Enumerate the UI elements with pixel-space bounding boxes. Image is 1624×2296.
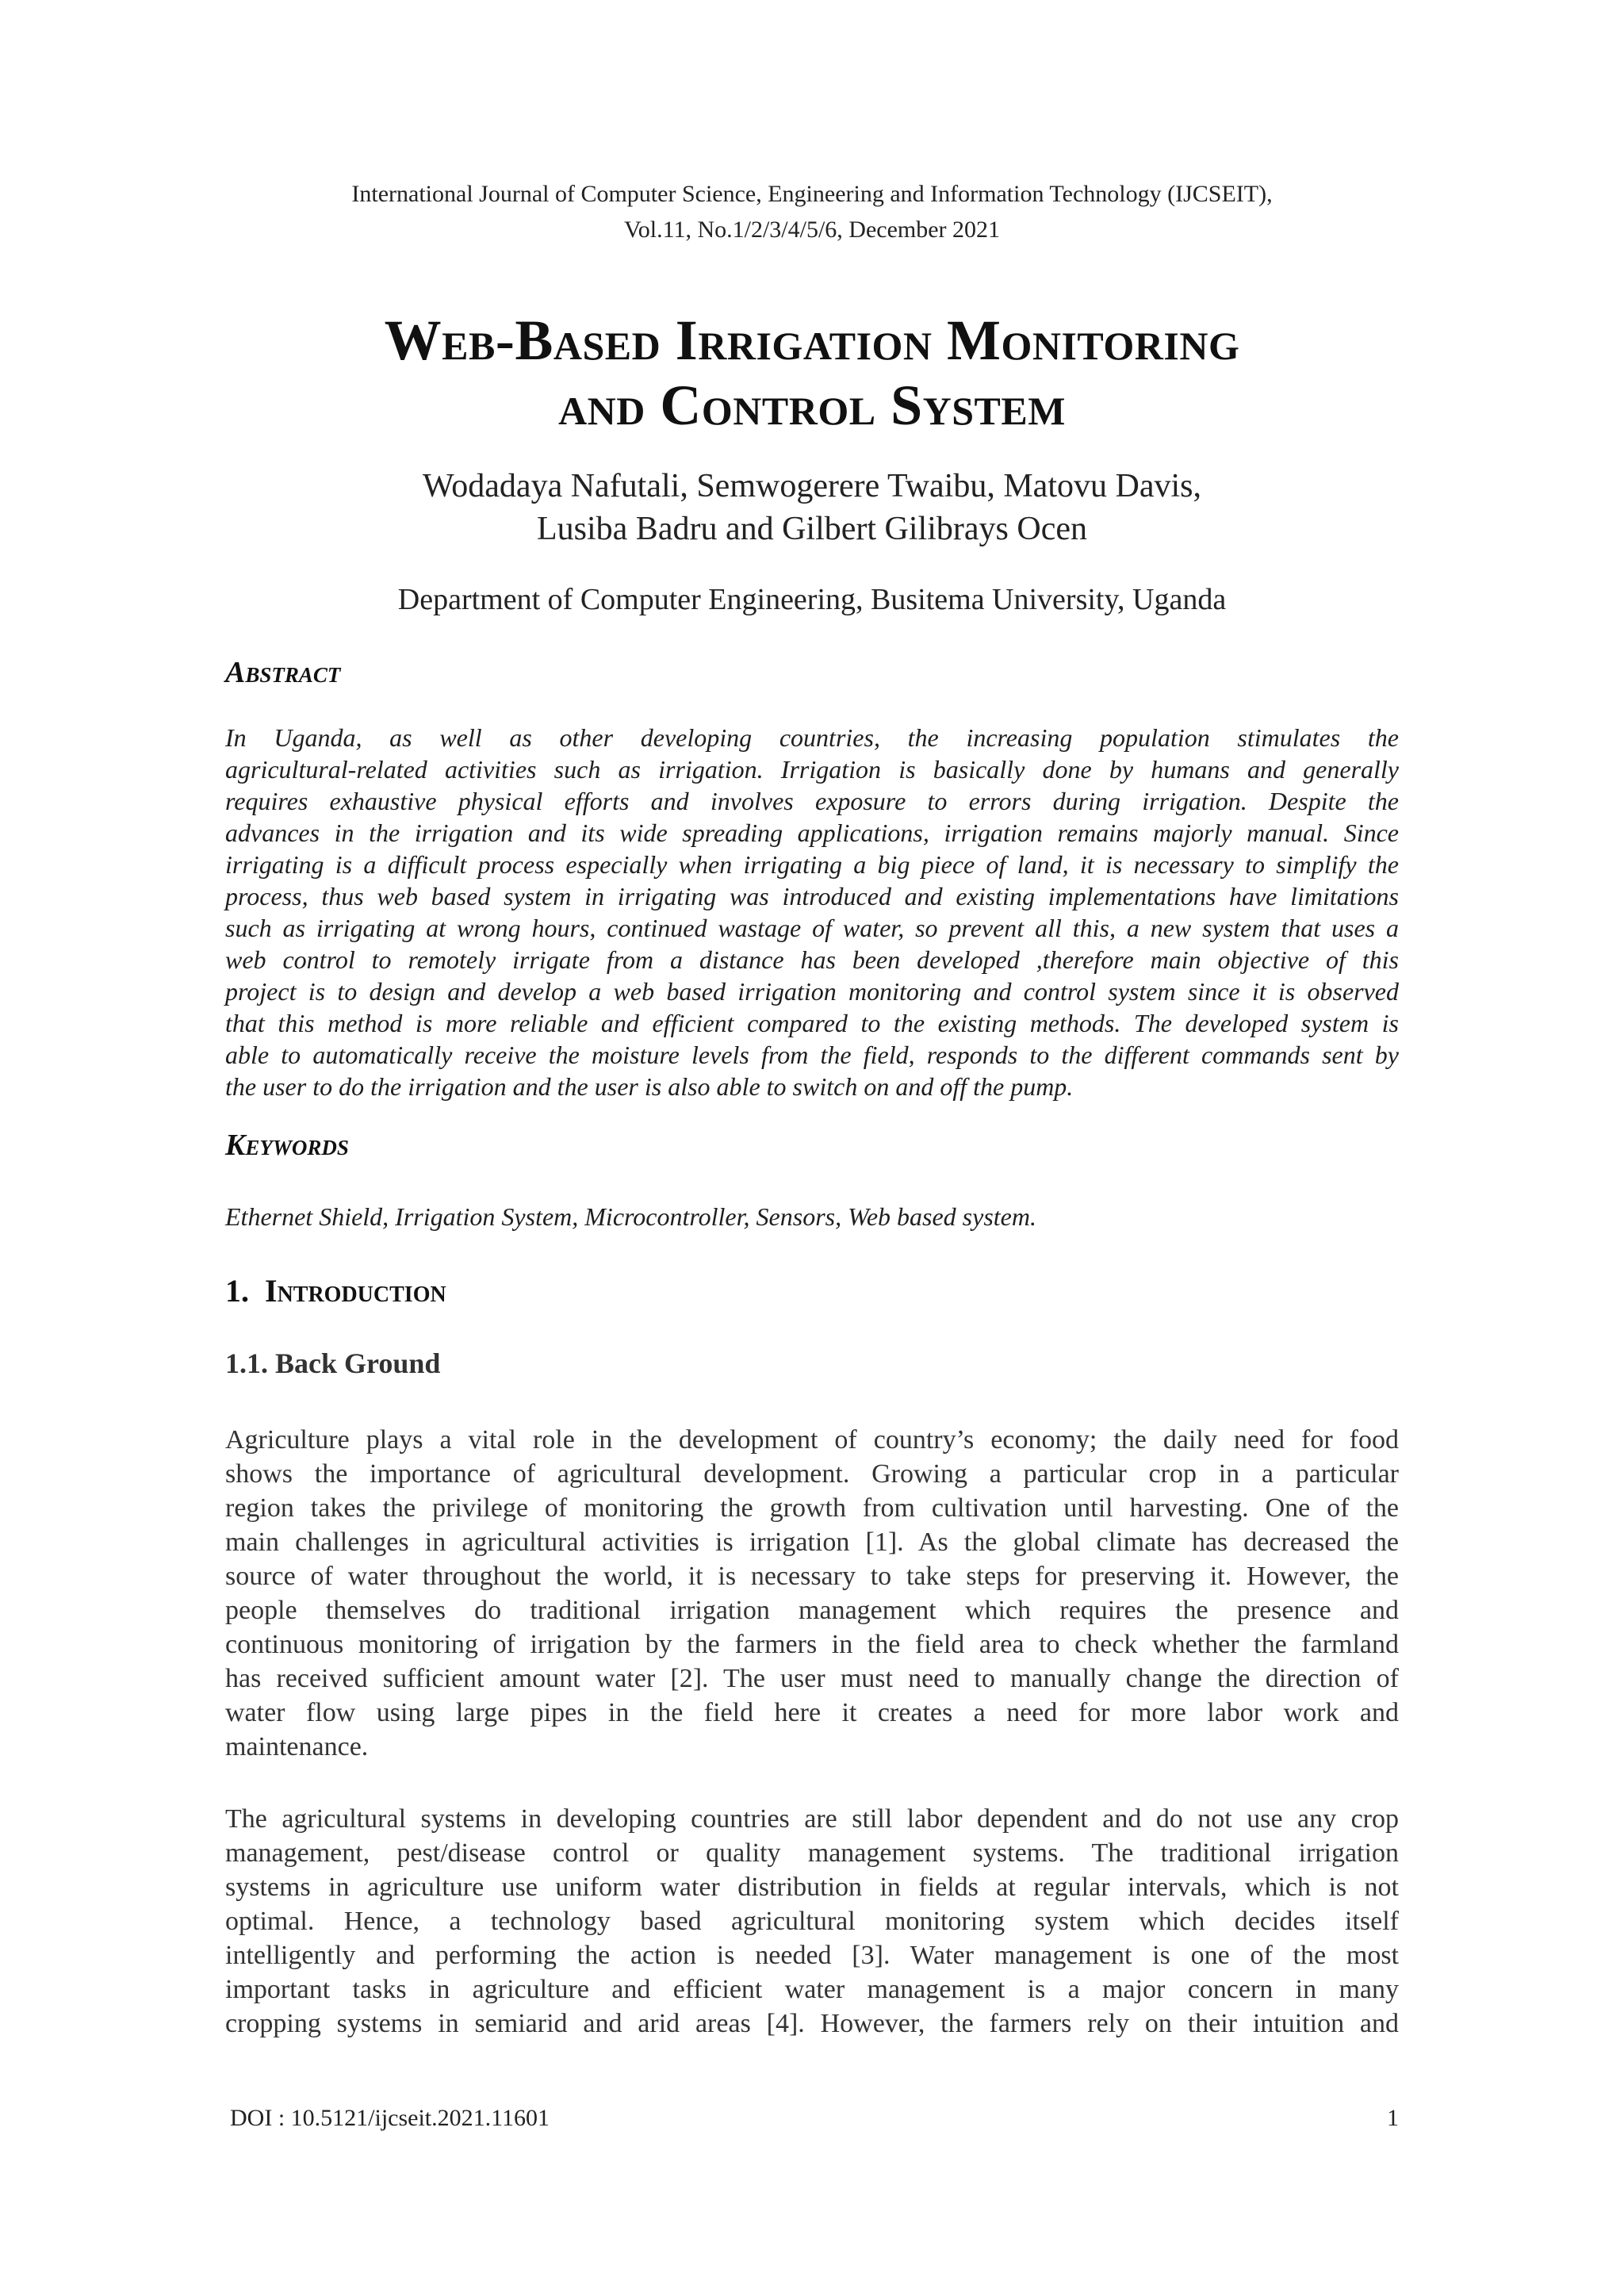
abstract-line: advances in the irrigation and its wide spreading applications, irrigation remains majorly manual. Since (225, 818, 1399, 847)
paragraph-line: source of water throughout the world, it is necessary to take steps for preserving it. However, the (225, 1562, 1399, 1591)
abstract-line: requires exhaustive physical efforts and involves exposure to errors during irrigation. Despite the (225, 787, 1399, 815)
abstract-line: that this method is more reliable and efficient compared to the existing methods. The developed system is (225, 1009, 1399, 1037)
subsection-heading-background (225, 1347, 440, 1380)
paragraph-line: intelligently and performing the action is needed [3]. Water management is one of the most (225, 1941, 1399, 1970)
subsection-number: 1.1. (225, 1347, 268, 1379)
paragraph-line: optimal. Hence, a technology based agricultural monitoring system which decides itself (225, 1907, 1399, 1936)
paragraph-line: management, pest/disease control or quality management systems. The traditional irrigation (225, 1838, 1399, 1868)
paper-title (0, 308, 1624, 438)
authors-line-2: Lusiba Badru and Gilbert Gilibrays Ocen (537, 511, 1087, 547)
paragraph-line: cropping systems in semiarid and arid areas [4]. However, the farmers rely on their intuition and (225, 2009, 1399, 2038)
abstract-line: irrigating is a difficult process especially when irrigating a big piece of land, it is necessary to simplify the (225, 850, 1399, 879)
paragraph-2 (225, 1802, 1399, 2041)
abstract-body (225, 722, 1399, 1102)
abstract-line: web control to remotely irrigate from a distance has been developed ,therefore main objective of this (225, 945, 1399, 974)
journal-header-line-2: Vol.11, No.1/2/3/4/5/6, December 2021 (623, 217, 1001, 243)
paragraph-line: people themselves do traditional irrigation management which requires the presence and (225, 1596, 1399, 1625)
paragraph-line: maintenance. (225, 1732, 369, 1761)
abstract-line: project is to design and develop a web based irrigation monitoring and control system since it is observed (225, 977, 1399, 1006)
authors (0, 465, 1624, 550)
abstract-line: such as irrigating at wrong hours, continued wastage of water, so prevent all this, a new system that uses a (225, 914, 1399, 942)
paragraph-line: has received sufficient amount water [2]. The user must need to manually change the direction of (225, 1664, 1399, 1693)
footer-page-number: 1 (1387, 2105, 1399, 2131)
paragraph-line: region takes the privilege of monitoring the growth from cultivation until harvesting. One of the (225, 1493, 1399, 1523)
section-heading-introduction (225, 1272, 446, 1309)
paragraph-line: water flow using large pipes in the field here it creates a need for more labor work and (225, 1698, 1399, 1727)
paper-title-line-1: Web-Based Irrigation Monitoring (384, 309, 1240, 372)
keywords-body: Ethernet Shield, Irrigation System, Microcontroller, Sensors, Web based system. (225, 1202, 1036, 1231)
paragraph-line: important tasks in agriculture and efficient water management is a major concern in many (225, 1975, 1399, 2004)
abstract-line: process, thus web based system in irrigating was introduced and existing implementations have limitations (225, 882, 1399, 910)
paragraph-line: systems in agriculture use uniform water distribution in fields at regular intervals, which is not (225, 1872, 1399, 1902)
paragraph-line: main challenges in agricultural activities is irrigation [1]. As the global climate has decreased the (225, 1527, 1399, 1557)
abstract-line: In Uganda, as well as other developing countries, the increasing population stimulates the (225, 723, 1399, 752)
keywords-heading: Keywords (225, 1129, 349, 1162)
paragraph-line: The agricultural systems in developing countries are still labor dependent and do not use any crop (225, 1804, 1399, 1834)
section-number: 1. (225, 1273, 249, 1309)
authors-line-1: Wodadaya Nafutali, Semwogerere Twaibu, Matovu Davis, (423, 468, 1201, 504)
footer-doi: DOI : 10.5121/ijcseit.2021.11601 (230, 2105, 550, 2131)
abstract-heading: Abstract (225, 656, 341, 689)
abstract-line: able to automatically receive the moisture levels from the field, responds to the different commands sent by (225, 1041, 1399, 1069)
paragraph-line: Agriculture plays a vital role in the development of country’s economy; the daily need for food (225, 1425, 1399, 1455)
paragraph-line: shows the importance of agricultural development. Growing a particular crop in a particular (225, 1459, 1399, 1489)
abstract-line: agricultural-related activities such as irrigation. Irrigation is basically done by humans and generally (225, 755, 1399, 784)
paragraph-1 (225, 1423, 1399, 1764)
paper-title-line-2: and Control System (558, 374, 1066, 437)
section-title: Introduction (265, 1273, 446, 1309)
affiliation: Department of Computer Engineering, Busitema University, Uganda (397, 583, 1227, 616)
journal-header-line-1: International Journal of Computer Science, Engineering and Information Technology (IJCSEIT), (351, 181, 1273, 207)
abstract-line: the user to do the irrigation and the user is also able to switch on and off the pump. (225, 1072, 1074, 1101)
subsection-title: Back Ground (275, 1347, 441, 1379)
paragraph-line: continuous monitoring of irrigation by the farmers in the field area to check whether the farmland (225, 1630, 1399, 1659)
journal-header (0, 176, 1624, 247)
